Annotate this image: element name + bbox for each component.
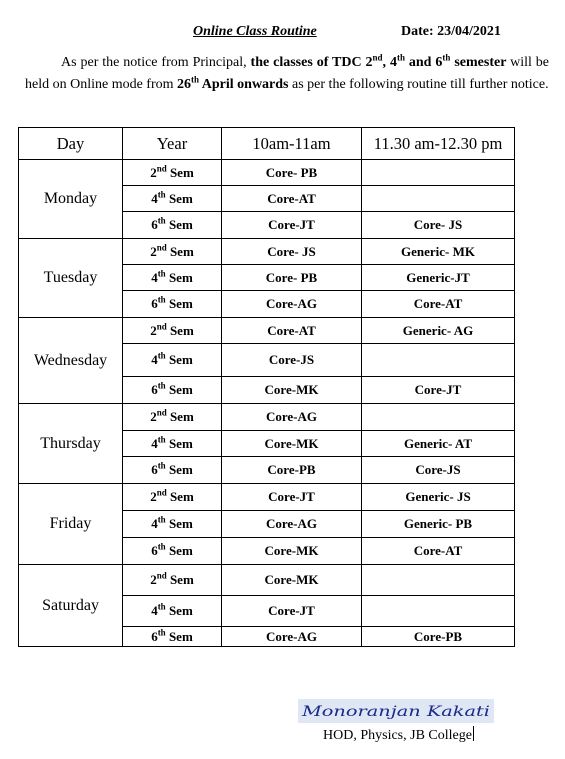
day-cell: Friday xyxy=(19,484,123,565)
semester-cell: 2nd Sem xyxy=(123,160,222,186)
slot-2-cell xyxy=(362,404,515,431)
slot-2-cell: Core-PB xyxy=(362,627,515,647)
header-day: Day xyxy=(19,128,123,160)
slot-2-cell xyxy=(362,596,515,627)
slot-2-cell xyxy=(362,344,515,377)
semester-cell: 4th Sem xyxy=(123,511,222,538)
slot-1-cell: Core-AG xyxy=(222,404,362,431)
slot-1-cell: Core-JT xyxy=(222,212,362,239)
slot-2-cell xyxy=(362,186,515,212)
text-cursor xyxy=(473,726,474,741)
semester-cell: 4th Sem xyxy=(123,265,222,291)
day-cell: Saturday xyxy=(19,565,123,647)
signature-ink: Monoranjan Kakati xyxy=(300,704,490,720)
slot-1-cell: Core-AG xyxy=(222,291,362,318)
slot-1-cell: Core- JS xyxy=(222,239,362,265)
notice-text: will be held on Online mode from xyxy=(25,55,549,92)
slot-2-cell xyxy=(362,160,515,186)
table-header-row xyxy=(19,128,515,160)
header-slot-1: 10am-11am xyxy=(222,128,362,160)
slot-1-cell: Core-AG xyxy=(222,627,362,647)
semester-cell: 4th Sem xyxy=(123,344,222,377)
table-row xyxy=(19,318,515,344)
day-cell: Tuesday xyxy=(19,239,123,318)
slot-2-cell: Core-AT xyxy=(362,538,515,565)
notice-bold-text: the classes of TDC 2nd, 4th and 6th semester xyxy=(250,52,511,70)
slot-2-cell: Generic- AT xyxy=(362,431,515,457)
signatory-designation: HOD, Physics, JB College xyxy=(323,728,472,743)
table-row xyxy=(19,404,515,431)
slot-1-cell: Core-AT xyxy=(222,186,362,212)
slot-1-cell: Core-MK xyxy=(222,431,362,457)
routine-title: Online Class Routine xyxy=(193,24,317,39)
semester-cell: 6th Sem xyxy=(123,291,222,318)
slot-2-cell: Generic- AG xyxy=(362,318,515,344)
semester-cell: 2nd Sem xyxy=(123,239,222,265)
semester-cell: 4th Sem xyxy=(123,596,222,627)
day-cell: Wednesday xyxy=(19,318,123,404)
slot-1-cell: Core-PB xyxy=(222,457,362,484)
notice-text: as per the following routine till further notice. xyxy=(288,76,549,92)
slot-1-cell: Core- PB xyxy=(222,160,362,186)
signature-image xyxy=(298,699,494,723)
slot-1-cell: Core- PB xyxy=(222,265,362,291)
slot-2-cell: Core-JS xyxy=(362,457,515,484)
day-cell: Monday xyxy=(19,160,123,239)
semester-cell: 6th Sem xyxy=(123,377,222,404)
header-year: Year xyxy=(123,128,222,160)
slot-1-cell: Core-JS xyxy=(222,344,362,377)
slot-2-cell: Generic- MK xyxy=(362,239,515,265)
semester-cell: 4th Sem xyxy=(123,186,222,212)
semester-cell: 2nd Sem xyxy=(123,565,222,596)
notice-paragraph xyxy=(25,52,549,95)
slot-1-cell: Core-MK xyxy=(222,565,362,596)
slot-2-cell: Core- JS xyxy=(362,212,515,239)
semester-cell: 2nd Sem xyxy=(123,318,222,344)
slot-1-cell: Core-AG xyxy=(222,511,362,538)
routine-table xyxy=(18,127,515,647)
routine-date: Date: 23/04/2021 xyxy=(401,24,501,39)
semester-cell: 4th Sem xyxy=(123,431,222,457)
table-row xyxy=(19,484,515,511)
slot-2-cell: Generic- PB xyxy=(362,511,515,538)
notice-text: As per the notice from Principal, xyxy=(61,55,251,70)
slot-1-cell: Core-JT xyxy=(222,596,362,627)
semester-cell: 6th Sem xyxy=(123,627,222,647)
table-row xyxy=(19,160,515,186)
semester-cell: 6th Sem xyxy=(123,212,222,239)
slot-1-cell: Core-JT xyxy=(222,484,362,511)
slot-1-cell: Core-AT xyxy=(222,318,362,344)
semester-cell: 6th Sem xyxy=(123,538,222,565)
semester-cell: 6th Sem xyxy=(123,457,222,484)
day-cell: Thursday xyxy=(19,404,123,484)
slot-1-cell: Core-MK xyxy=(222,377,362,404)
header-slot-2: 11.30 am-12.30 pm xyxy=(362,128,515,160)
semester-cell: 2nd Sem xyxy=(123,404,222,431)
slot-2-cell: Core-AT xyxy=(362,291,515,318)
slot-1-cell: Core-MK xyxy=(222,538,362,565)
slot-2-cell xyxy=(362,565,515,596)
table-row xyxy=(19,565,515,596)
slot-2-cell: Core-JT xyxy=(362,377,515,404)
slot-2-cell: Generic- JS xyxy=(362,484,515,511)
table-row xyxy=(19,239,515,265)
slot-2-cell: Generic-JT xyxy=(362,265,515,291)
notice-bold-date: 26th April onwards xyxy=(177,73,289,92)
semester-cell: 2nd Sem xyxy=(123,484,222,511)
